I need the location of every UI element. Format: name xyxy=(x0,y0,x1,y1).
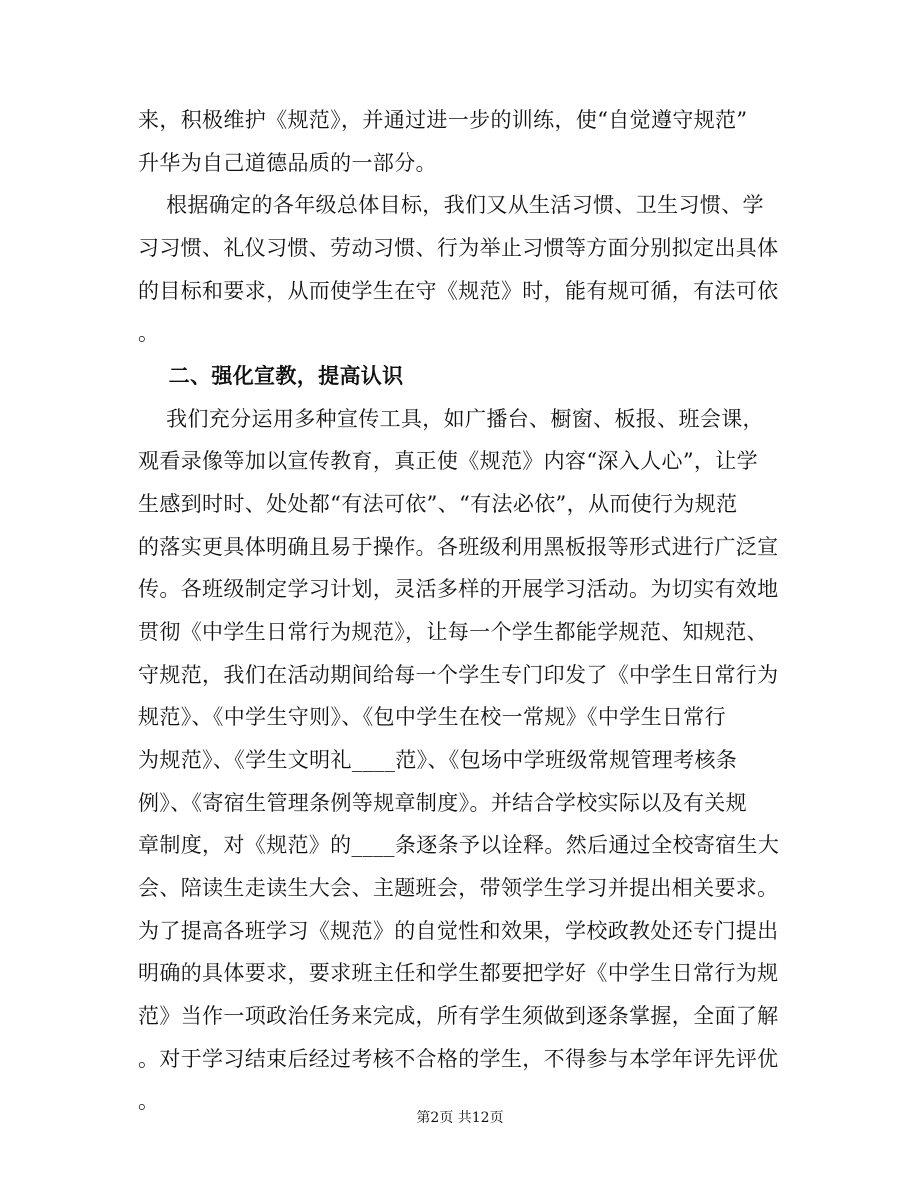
paragraph-line: 根据确定的各年级总体目标，我们又从生活习惯、卫生习惯、学 xyxy=(138,193,764,217)
paragraph-line: 为了提高各班学习《规范》的自觉性和效果，学校政教处还专门提出 xyxy=(138,919,779,943)
paragraph-line: 升华为自己道德品质的一部分。 xyxy=(138,151,437,175)
paragraph-line: 观看录像等加以宣传教育，真正使《规范》内容“深入人心”，让学 xyxy=(138,449,758,473)
paragraph-line: 章制度，对《规范》的____条逐条予以诠释。然后通过全校寄宿生大 xyxy=(138,833,780,857)
paragraph-line: 传。各班级制定学习计划，灵活多样的开展学习活动。为切实有效地 xyxy=(138,577,779,601)
paragraph-line: 守规范，我们在活动期间给每一个学生专门印发了《中学生日常行为 xyxy=(138,663,779,687)
paragraph-line: 生感到时时、处处都“有法可依”、“有法必依”，从而使行为规范 xyxy=(138,492,738,516)
paragraph-line: 的落实更具体明确且易于操作。各班级利用黑板报等形式进行广泛宣 xyxy=(138,535,779,559)
paragraph-line: 例》、《寄宿生管理条例等规章制度》。并结合学校实际以及有关规 xyxy=(138,791,747,815)
paragraph-line: 。 xyxy=(138,321,160,345)
section-heading: 二、强化宣教，提高认识 xyxy=(138,364,404,388)
paragraph-line: 我们充分运用多种宣传工具，如广播台、橱窗、板报、班会课， xyxy=(138,407,764,431)
paragraph-line: 为规范》、《学生文明礼____范》、《包场中学班级常规管理考核条 xyxy=(138,748,738,772)
paragraph-line: 贯彻《中学生日常行为规范》，让每一个学生都能学规范、知规范、 xyxy=(138,620,768,644)
page-number: 第2页 共12页 xyxy=(416,1110,504,1126)
paragraph-line: 明确的具体要求，要求班主任和学生都要把学好《中学生日常行为规 xyxy=(138,961,779,985)
paragraph-line: 。 xyxy=(138,1089,160,1113)
paragraph-line: 。对于学习结束后经过考核不合格的学生，不得参与本学年评先评优 xyxy=(138,1047,779,1071)
paragraph-line: 的目标和要求，从而使学生在守《规范》时，能有规可循，有法可依 xyxy=(138,279,779,303)
paragraph-line: 范》当作一项政治任务来完成，所有学生须做到逐条掌握，全面了解 xyxy=(138,1004,779,1028)
paragraph-line: 习习惯、礼仪习惯、劳动习惯、行为举止习惯等方面分别拟定出具体 xyxy=(138,236,779,260)
paragraph-line: 会、陪读生走读生大会、主题班会，带领学生学习并提出相关要求。 xyxy=(138,876,779,900)
paragraph-line: 规范》、《中学生守则》、《包中学生在校一常规》《中学生日常行 xyxy=(138,705,726,729)
paragraph-line: 来，积极维护《规范》，并通过进一步的训练，使“自觉遵守规范” xyxy=(138,108,748,132)
